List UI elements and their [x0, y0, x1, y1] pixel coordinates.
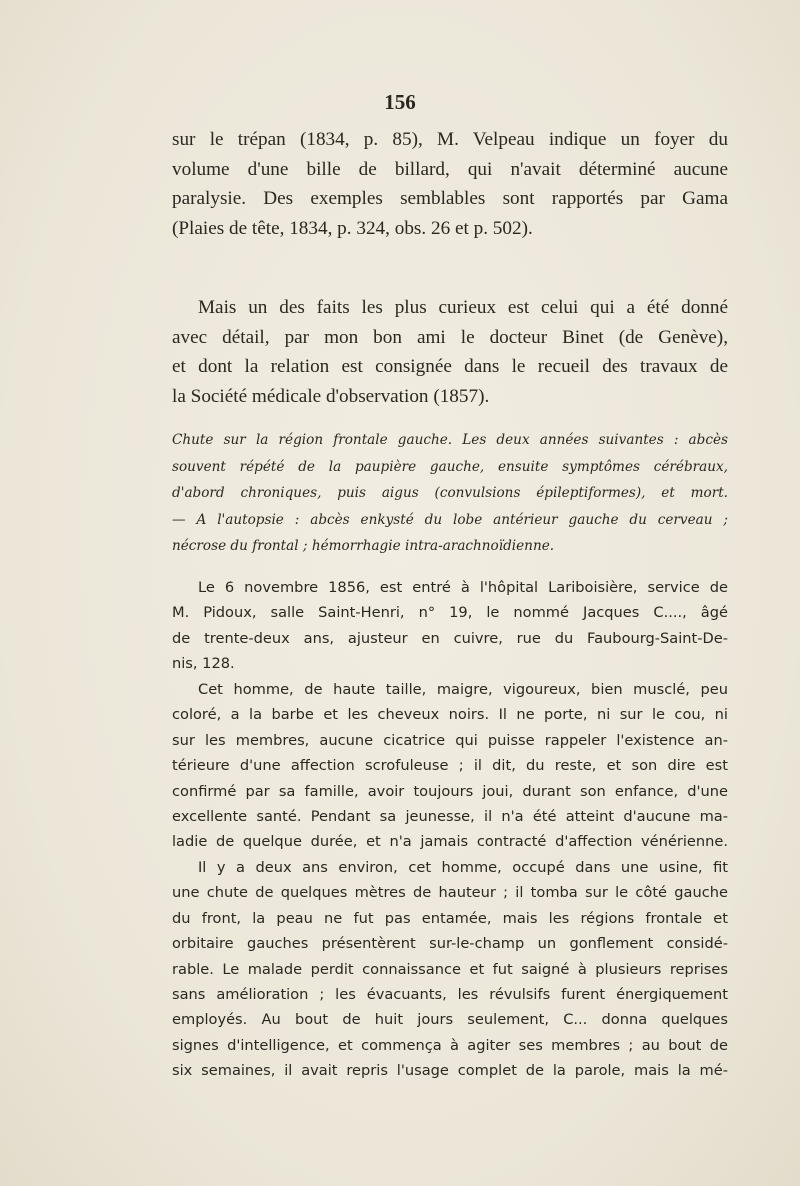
- summary-line: d'abord chroniques, puis aigus (convulsions épileptiformes), et mort.: [172, 485, 728, 501]
- text-line: signes d'intelligence, et commença à agiter ses membres ; au bout de: [172, 1036, 728, 1054]
- paragraph-3: [172, 575, 728, 677]
- text-line: avec détail, par mon bon ami le docteur Binet (de Genève),: [172, 326, 728, 348]
- text-line: térieure d'une affection scrofuleuse ; il dit, du reste, et son dire est: [172, 757, 728, 775]
- case-summary: [172, 427, 728, 560]
- summary-line: nécrose du frontal ; hémorrhagie intra-arachnoïdienne.: [172, 538, 555, 554]
- text-line: confirmé par sa famille, avoir toujours joui, durant son enfance, d'une: [172, 782, 728, 800]
- text-line: la Société médicale d'observation (1857).: [172, 385, 490, 407]
- text-line: du front, la peau ne fut pas entamée, mais les régions frontale et: [172, 909, 728, 927]
- text-line: et dont la relation est consignée dans le recueil des travaux de: [172, 356, 728, 377]
- text-line: orbitaire gauches présentèrent sur-le-champ un gonflement considé-: [172, 935, 728, 953]
- text-line: Il y a deux ans environ, cet homme, occupé dans une usine, fit: [198, 859, 728, 876]
- paragraph-5: [172, 855, 728, 1084]
- text-line: (Plaies de tête, 1834, p. 324, obs. 26 et p. 502).: [172, 217, 533, 239]
- summary-line: Chute sur la région frontale gauche. Les deux années suivantes : abcès: [172, 432, 728, 448]
- text-line: ladie de quelque durée, et n'a jamais contracté d'affection vénérienne.: [172, 833, 728, 851]
- text-line: employés. Au bout de huit jours seulement, C... donna quelques: [172, 1011, 728, 1029]
- text-line: sur le trépan (1834, p. 85), M. Velpeau indique un foyer du: [172, 129, 728, 150]
- text-line: six semaines, il avait repris l'usage complet de la parole, mais la mé-: [172, 1062, 728, 1080]
- summary-line: — A l'autopsie : abcès enkysté du lobe antérieur gauche du cerveau ;: [172, 511, 728, 528]
- paragraph-2: [172, 293, 728, 411]
- text-line: sans amélioration ; les évacuants, les révulsifs furent énergiquement: [172, 986, 728, 1004]
- text-line: rable. Le malade perdit connaissance et fut saigné à plusieurs reprises: [172, 960, 728, 978]
- summary-line: souvent répété de la paupière gauche, ensuite symptômes cérébraux,: [172, 458, 728, 475]
- text-line: sur les membres, aucune cicatrice qui puisse rappeler l'existence an-: [172, 731, 728, 749]
- text-line: nis, 128.: [172, 655, 235, 673]
- text-line: paralysie. Des exemples semblables sont rapportés par Gama: [172, 188, 728, 209]
- page-number: 156: [384, 90, 416, 114]
- text-line: une chute de quelques mètres de hauteur ; il tomba sur le côté gauche: [172, 884, 728, 902]
- text-line: coloré, a la barbe et les cheveux noirs. Il ne porte, ni sur le cou, ni: [172, 706, 728, 724]
- text-line: volume d'une bille de billard, qui n'avait déterminé aucune: [172, 158, 728, 180]
- text-line: Mais un des faits les plus curieux est celui qui a été donné: [198, 297, 728, 318]
- text-line: M. Pidoux, salle Saint-Henri, n° 19, le nommé Jacques C...., âgé: [172, 604, 728, 622]
- text-line: excellente santé. Pendant sa jeunesse, il n'a été atteint d'aucune ma-: [172, 808, 728, 826]
- text-line: Cet homme, de haute taille, maigre, vigoureux, bien musclé, peu: [198, 681, 728, 698]
- text-line: Le 6 novembre 1856, est entré à l'hôpital Lariboisière, service de: [198, 579, 728, 596]
- paragraph-1: [172, 125, 728, 243]
- text-line: de trente-deux ans, ajusteur en cuivre, rue du Faubourg-Saint-De-: [172, 629, 728, 647]
- paragraph-4: [172, 677, 728, 855]
